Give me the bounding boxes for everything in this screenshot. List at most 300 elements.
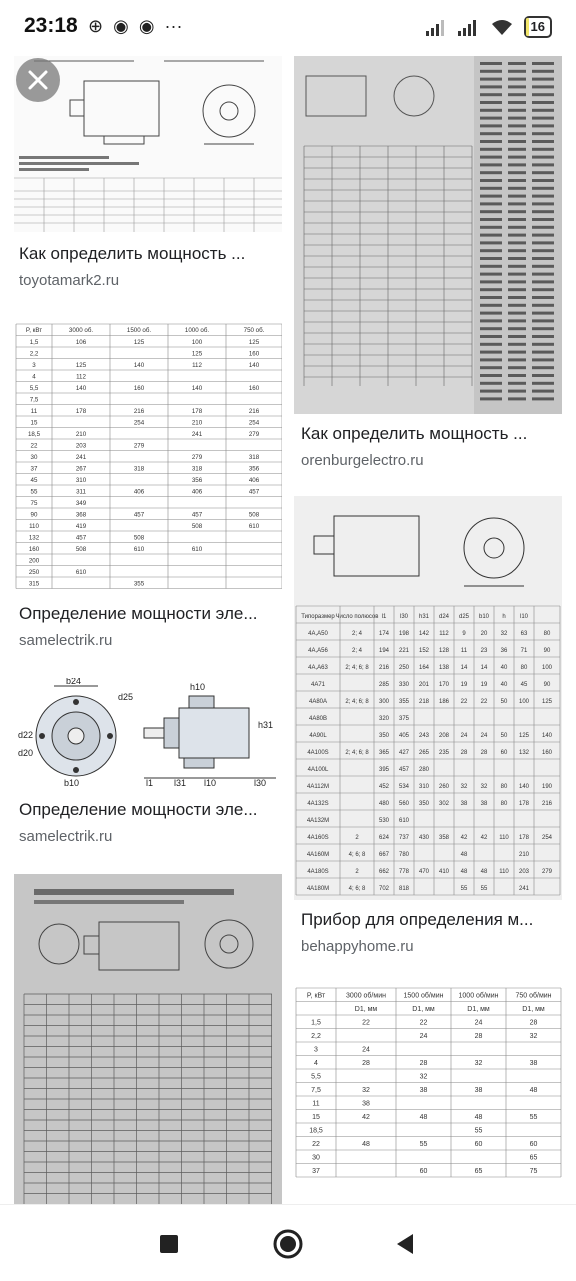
table-cell: 235	[438, 750, 450, 757]
table-cell: 667	[378, 852, 390, 859]
table-cell: 201	[418, 682, 430, 689]
table-subheader-cell: D1, мм	[354, 1005, 378, 1013]
scanned-document-image	[14, 874, 282, 1204]
table-header-cell: d25	[458, 613, 470, 620]
table-header-cell: 3000 об.	[68, 327, 94, 335]
table-cell: 1,5	[29, 338, 39, 346]
result-source[interactable]: samelectrik.ru	[19, 828, 113, 845]
table-cell: 164	[418, 665, 430, 672]
table-cell: 350	[378, 733, 390, 740]
table-cell: 37	[30, 465, 38, 473]
table-header-cell: Число полюсов	[335, 613, 379, 620]
result-thumbnail-7[interactable]	[294, 986, 562, 1204]
table-cell: 24	[474, 1019, 483, 1027]
dimension-label: l31	[174, 778, 187, 788]
table-cell: 75	[30, 499, 38, 507]
table-cell: 4A,A63	[308, 665, 328, 672]
table-cell: 315	[28, 580, 40, 588]
result-title[interactable]: Как определить мощность ...	[301, 424, 528, 443]
table-cell: 140	[133, 361, 145, 369]
table-cell: 480	[378, 801, 390, 808]
table-cell: 530	[378, 818, 390, 825]
table-subheader-cell: D1, мм	[412, 1005, 435, 1013]
table-cell: 2; 4; 6; 8	[345, 750, 369, 757]
table-cell: 22	[419, 1019, 428, 1027]
table-cell: 32	[500, 631, 508, 638]
table-cell: 406	[191, 488, 203, 496]
table-cell: 40	[500, 682, 508, 689]
table-cell: 55	[474, 1127, 483, 1135]
table-cell: 60	[474, 1141, 483, 1149]
table-cell: 457	[75, 534, 87, 542]
table-cell: 32	[362, 1087, 370, 1095]
table-cell: 174	[378, 631, 390, 638]
table-cell: 4A100L	[307, 767, 329, 774]
table-cell: 356	[248, 465, 260, 473]
table-cell: 406	[248, 476, 260, 484]
table-cell: 42	[480, 835, 488, 842]
table-cell: 419	[75, 522, 87, 530]
table-cell: 20	[480, 631, 488, 638]
table-cell: 200	[28, 557, 40, 565]
table-cell: 24	[460, 733, 468, 740]
table-cell: 22	[460, 699, 468, 706]
table-cell: 19	[460, 682, 468, 689]
table-cell: 32	[419, 1073, 428, 1081]
table-cell: 470	[418, 869, 430, 876]
table-cell: 32	[480, 784, 488, 791]
table-cell: 160	[248, 384, 260, 392]
table-cell: 4A160M	[306, 852, 330, 859]
table-cell: 241	[518, 886, 530, 893]
table-cell: 160	[28, 545, 40, 553]
table-cell: 112	[192, 361, 202, 369]
table-cell: 350	[418, 801, 430, 808]
table-cell: 110	[29, 522, 39, 530]
table-cell: 48	[362, 1141, 370, 1149]
table-cell: 5,5	[29, 384, 39, 392]
result-thumbnail-3[interactable]	[14, 678, 282, 790]
table-cell: 210	[518, 852, 530, 859]
table-cell: 457	[133, 511, 145, 519]
table-cell: 210	[191, 419, 203, 427]
table-header-cell: l10	[519, 613, 529, 620]
table-cell: 310	[75, 476, 87, 484]
table-cell: 7,5	[29, 396, 39, 404]
dimension-drawing-image	[14, 678, 282, 790]
table-cell: 140	[191, 384, 203, 392]
table-cell: 11	[30, 407, 38, 415]
table-cell: 4A80A	[308, 699, 328, 706]
table-cell: 4A132S	[307, 801, 329, 808]
table-cell: 534	[398, 784, 410, 791]
table-cell: 2	[355, 835, 359, 842]
dimensions-table-image	[294, 496, 562, 900]
table-cell: 128	[438, 648, 450, 655]
table-cell: 38	[362, 1100, 370, 1108]
close-button[interactable]	[16, 58, 60, 102]
table-header-cell: 1500 об/мин	[403, 992, 444, 1000]
table-cell: 318	[248, 453, 260, 461]
table-cell: 38	[474, 1087, 483, 1095]
table-cell: 285	[378, 682, 390, 689]
table-cell: 4A,A56	[308, 648, 328, 655]
table-cell: 106	[75, 338, 87, 346]
table-cell: 100	[518, 699, 530, 706]
table-cell: 15	[30, 419, 38, 427]
result-thumbnail-2[interactable]	[14, 322, 282, 592]
table-cell: 22	[480, 699, 488, 706]
table-header-cell: Типоразмер	[301, 613, 335, 620]
table-cell: 55	[529, 1114, 538, 1122]
table-cell: 100	[541, 665, 553, 672]
table-cell: 28	[480, 750, 488, 757]
table-cell: 178	[518, 835, 530, 842]
dimension-label: l10	[204, 778, 217, 788]
table-cell: 375	[398, 716, 410, 723]
table-cell: 14	[480, 665, 488, 672]
table-cell: 42	[362, 1114, 370, 1122]
table-cell: 216	[133, 407, 145, 415]
table-subheader-cell: D1, мм	[467, 1005, 490, 1013]
dimension-label: b10	[64, 778, 80, 788]
table-cell: 48	[460, 852, 468, 859]
system-icons	[426, 16, 552, 38]
table-cell: 355	[398, 699, 410, 706]
table-cell: 368	[75, 511, 87, 519]
table-cell: 80	[500, 784, 508, 791]
table-cell: 452	[378, 784, 390, 791]
table-cell: 662	[378, 869, 390, 876]
table-cell: 142	[418, 631, 430, 638]
table-cell: 2; 4; 6; 8	[345, 665, 369, 672]
table-cell: 320	[378, 716, 390, 723]
home-button[interactable]	[271, 1227, 305, 1261]
back-triangle-icon	[389, 1227, 423, 1261]
table-cell: 38	[529, 1060, 538, 1068]
table-cell: 80	[500, 801, 508, 808]
table-cell: 260	[438, 784, 450, 791]
table-cell: 36	[500, 648, 508, 655]
table-cell: 65	[474, 1168, 483, 1176]
table-cell: 4; 6; 8	[348, 852, 366, 859]
table-header-cell: 1000 об/мин	[458, 992, 499, 1000]
table-cell: 1,5	[311, 1019, 321, 1027]
table-cell: 110	[499, 869, 509, 876]
power-table-image	[294, 986, 562, 1204]
table-cell: 203	[518, 869, 530, 876]
table-cell: 48	[460, 869, 468, 876]
table-cell: 4A,A50	[308, 631, 328, 638]
table-cell: 28	[460, 750, 468, 757]
table-cell: 241	[191, 430, 203, 438]
table-cell: 7,5	[311, 1087, 321, 1095]
table-cell: 45	[30, 476, 38, 484]
table-cell: 194	[378, 648, 390, 655]
recents-button[interactable]	[152, 1227, 186, 1261]
table-cell: 410	[438, 869, 450, 876]
table-cell: 349	[75, 499, 87, 507]
table-header-cell: P, кВт	[25, 327, 43, 335]
table-cell: 42	[460, 835, 468, 842]
table-cell: 208	[438, 733, 450, 740]
table-cell: 241	[75, 453, 87, 461]
table-cell: 22	[312, 1141, 320, 1149]
table-cell: 112	[76, 373, 86, 381]
table-subheader-cell: D1, мм	[522, 1005, 545, 1013]
table-cell: 40	[500, 665, 508, 672]
table-cell: 132	[28, 534, 40, 542]
table-cell: 610	[75, 568, 87, 576]
table-cell: 457	[191, 511, 203, 519]
table-header-cell: l30	[399, 613, 409, 620]
table-cell: 140	[248, 361, 260, 369]
table-cell: 63	[520, 631, 528, 638]
table-cell: 28	[362, 1060, 370, 1068]
back-button[interactable]	[389, 1227, 423, 1261]
table-cell: 28	[474, 1033, 483, 1041]
close-icon	[16, 58, 60, 102]
table-cell: 4; 6; 8	[348, 886, 366, 893]
table-cell: 22	[30, 442, 38, 450]
result-thumbnail-4[interactable]	[14, 874, 282, 1204]
result-title[interactable]: Как определить мощность ...	[19, 244, 246, 263]
table-cell: 138	[438, 665, 450, 672]
result-thumbnail-6[interactable]	[294, 496, 562, 900]
recents-square-icon	[152, 1227, 186, 1261]
table-cell: 152	[418, 648, 430, 655]
table-cell: 186	[438, 699, 450, 706]
result-source[interactable]: orenburgelectro.ru	[301, 452, 424, 469]
table-cell: 178	[191, 407, 203, 415]
table-cell: 30	[30, 453, 38, 461]
table-cell: 24	[480, 733, 488, 740]
table-cell: 430	[418, 835, 430, 842]
table-cell: 18,5	[309, 1127, 323, 1135]
table-cell: 160	[248, 350, 260, 358]
table-cell: 560	[398, 801, 410, 808]
table-cell: 702	[378, 886, 390, 893]
table-cell: 48	[474, 1114, 483, 1122]
table-cell: 737	[398, 835, 410, 842]
table-cell: 125	[541, 699, 553, 706]
table-cell: 38	[480, 801, 488, 808]
chrome-icon: ◉	[138, 16, 155, 36]
table-cell: 23	[480, 648, 488, 655]
home-circle-icon	[271, 1227, 305, 1261]
table-cell: 48	[419, 1114, 428, 1122]
table-cell: 140	[518, 784, 530, 791]
table-cell: 508	[75, 545, 87, 553]
result-title[interactable]: Определение мощности эле...	[19, 604, 258, 623]
table-cell: 203	[75, 442, 87, 450]
table-cell: 48	[529, 1087, 538, 1095]
result-thumbnail-5[interactable]	[294, 56, 562, 414]
table-cell: 90	[30, 511, 38, 519]
table-header-cell: P, кВт	[306, 992, 326, 1000]
table-cell: 32	[529, 1033, 538, 1041]
table-header-cell: l1	[381, 613, 387, 620]
status-time: 23:18	[24, 14, 78, 37]
table-cell: 610	[133, 545, 145, 553]
table-header-cell: 1500 об.	[126, 327, 152, 335]
table-cell: 18,5	[27, 430, 41, 438]
table-cell: 4A160S	[307, 835, 329, 842]
table-cell: 610	[191, 545, 203, 553]
table-cell: 3	[314, 1046, 318, 1054]
table-cell: 132	[518, 750, 530, 757]
table-cell: 2	[355, 869, 359, 876]
result-title[interactable]: Прибор для определения м...	[301, 910, 534, 929]
battery-icon	[524, 16, 552, 38]
table-header-cell: h	[502, 613, 506, 620]
table-cell: 3	[32, 361, 36, 369]
table-cell: 110	[499, 835, 509, 842]
table-cell: 112	[439, 631, 449, 638]
result-title[interactable]: Определение мощности эле...	[19, 800, 258, 819]
table-header-cell: 750 об.	[243, 327, 265, 335]
table-cell: 4A80B	[308, 716, 328, 723]
table-cell: 48	[480, 869, 488, 876]
table-cell: 4	[314, 1060, 318, 1068]
wifi-icon	[490, 18, 514, 36]
table-cell: 4A112M	[307, 784, 329, 791]
table-cell: 71	[520, 648, 528, 655]
table-cell: 280	[418, 767, 430, 774]
table-cell: 28	[419, 1060, 428, 1068]
table-header-cell: h31	[418, 613, 430, 620]
table-cell: 358	[438, 835, 450, 842]
table-cell: 4A180M	[306, 886, 330, 893]
motor-table-image	[14, 322, 282, 592]
table-cell: 254	[248, 419, 260, 427]
table-cell: 218	[418, 699, 430, 706]
table-cell: 178	[518, 801, 530, 808]
table-cell: 90	[543, 682, 551, 689]
table-header-cell: 750 об/мин	[515, 992, 552, 1000]
table-cell: 508	[133, 534, 145, 542]
table-cell: 279	[248, 430, 260, 438]
table-header-cell: d24	[438, 613, 450, 620]
table-cell: 65	[529, 1154, 538, 1162]
result-source[interactable]: toyotamark2.ru	[19, 272, 120, 289]
table-cell: 221	[398, 648, 410, 655]
table-cell: 405	[398, 733, 410, 740]
table-cell: 2; 4	[351, 631, 363, 638]
table-cell: 778	[398, 869, 410, 876]
table-cell: 330	[398, 682, 410, 689]
table-cell: 624	[378, 835, 390, 842]
table-cell: 4A132M	[306, 818, 330, 825]
table-cell: 125	[191, 350, 203, 358]
table-cell: 406	[133, 488, 145, 496]
table-cell: 170	[438, 682, 450, 689]
table-cell: 395	[378, 767, 390, 774]
table-cell: 125	[248, 338, 260, 346]
table-header-cell: 1000 об.	[184, 327, 210, 335]
signal-icon	[458, 18, 480, 36]
table-cell: 32	[474, 1060, 483, 1068]
table-cell: 427	[398, 750, 410, 757]
table-cell: 457	[398, 767, 410, 774]
table-cell: 4A180S	[307, 869, 329, 876]
table-header-cell: 3000 об/мин	[346, 992, 386, 1000]
dimension-label: l1	[146, 778, 154, 788]
table-cell: 60	[500, 750, 508, 757]
table-cell: 190	[541, 784, 553, 791]
table-cell: 30	[312, 1154, 320, 1162]
table-cell: 50	[500, 699, 508, 706]
table-cell: 125	[133, 338, 145, 346]
dimension-label: l30	[254, 778, 267, 788]
table-cell: 19	[480, 682, 488, 689]
signal-icon	[426, 18, 448, 36]
table-cell: 365	[378, 750, 390, 757]
table-cell: 24	[419, 1033, 428, 1041]
more-dots-icon: ···	[164, 16, 183, 36]
table-cell: 90	[543, 648, 551, 655]
table-cell: 279	[541, 869, 553, 876]
table-cell: 267	[75, 465, 87, 473]
table-cell: 32	[460, 784, 468, 791]
result-source[interactable]: samelectrik.ru	[19, 632, 113, 649]
table-cell: 100	[191, 338, 203, 346]
table-cell: 28	[529, 1019, 538, 1027]
table-cell: 818	[398, 886, 410, 893]
table-cell: 250	[398, 665, 410, 672]
chrome-icon: ◉	[113, 16, 129, 36]
status-bar	[0, 0, 576, 52]
table-cell: 50	[500, 733, 508, 740]
table-cell: 55	[30, 488, 38, 496]
table-cell: 60	[419, 1168, 428, 1176]
dimension-label: h10	[190, 682, 206, 692]
table-cell: 250	[28, 568, 40, 576]
battery-level: 16	[530, 19, 545, 34]
table-cell: 55	[460, 886, 468, 893]
table-cell: 265	[418, 750, 430, 757]
table-cell: 508	[248, 511, 260, 519]
table-cell: 457	[248, 488, 260, 496]
table-cell: 780	[398, 852, 410, 859]
table-cell: 125	[75, 361, 87, 369]
add-circle-icon: ⊕	[88, 16, 104, 36]
table-cell: 4A71	[310, 682, 326, 689]
result-source[interactable]: behappyhome.ru	[301, 938, 414, 955]
table-cell: 2; 4	[351, 648, 363, 655]
notification-icons	[88, 15, 183, 37]
table-cell: 243	[418, 733, 430, 740]
dimension-label: b24	[66, 678, 82, 686]
navigation-bar	[0, 1204, 576, 1281]
table-cell: 254	[133, 419, 145, 427]
table-cell: 279	[133, 442, 145, 450]
table-cell: 160	[133, 384, 145, 392]
table-cell: 610	[248, 522, 260, 530]
table-cell: 318	[133, 465, 145, 473]
table-header-cell: b10	[478, 613, 490, 620]
table-cell: 140	[541, 733, 553, 740]
table-cell: 55	[419, 1141, 428, 1149]
table-cell: 160	[541, 750, 553, 757]
table-cell: 198	[398, 631, 410, 638]
table-cell: 45	[520, 682, 528, 689]
table-cell: 14	[460, 665, 468, 672]
table-cell: 4A100S	[307, 750, 329, 757]
table-cell: 37	[312, 1168, 320, 1176]
table-cell: 216	[378, 665, 390, 672]
table-cell: 4A90L	[309, 733, 327, 740]
